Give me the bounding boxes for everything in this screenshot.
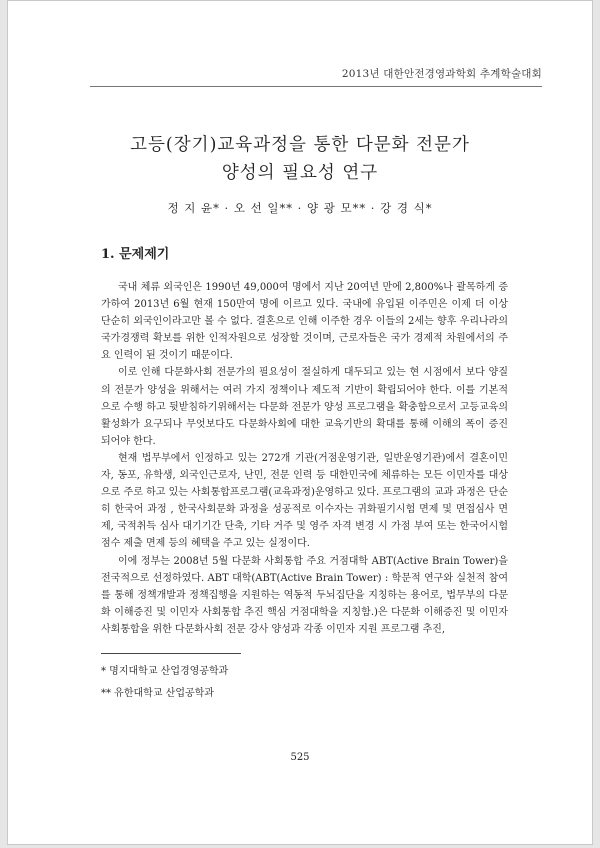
- running-header: [8, 1, 592, 91]
- section-heading: 1. 문제제기: [101, 247, 170, 262]
- footnote-affiliation-2: ** 유한대학교 산업공학과: [101, 688, 214, 699]
- author-list: 정 지 윤* · 오 선 일** · 양 광 모** · 강 경 식*: [167, 201, 433, 215]
- conference-name: 2013년 대한안전경영과학회 추계학술대회: [341, 68, 542, 80]
- paragraph: 현재 법무부에서 인정하고 있는 272개 기관(거점운영기관, 일반운영기관)에서 결혼이민자, 동포, 유학생, 외국인근로자, 난민, 전문 인력 등 대한민국에 체류하는 모든 이민자를 대상으로 주로 하고 있는 사회통합프로그램(교육과정)운영하고 있다. 프로그램의 교과 과정은 단순히 한국어 과정 , 한국사회문화 과정을 성공적로 이수자는 귀화필기시험 면제 및 면접심사 면제, 국적취득 심사 대기기간 단축, 기타 거주 및 영주 자격 변경 시 가점 부여 또는 한국어시험점수 제출 면제 등의 혜택을 주고 있는 실정이다.: [101, 452, 508, 550]
- body-text: [101, 279, 508, 638]
- paragraph: 이로 인해 다문화사회 전문가의 필요성이 절실하게 대두되고 있는 현 시점에서 보다 양질의 전문가 양성을 위해서는 여러 가지 정책이나 제도적 기반이 확립되어야 한다. 이를 기본적으로 수행 하고 뒷받침하기위해서는 다문화 전문가 양성 프로그램을 확충함으로서 고등교육의 활성화가 요구되나 무엇보다도 다문화사회에 대한 교육기반의 확대를 통해 이해의 폭이 증진되어야 한다.: [101, 367, 508, 447]
- page-number: 525: [290, 752, 310, 763]
- paragraph: 국내 체류 외국인은 1990년 49,000여 명에서 지난 20여년 만에 2,800%나 괄목하게 증가하여 2013년 6월 현재 150만여 명에 이르고 있다. 국내에 유입된 이주민은 이제 더 이상 단순히 외국인이라고만 볼 수 없다. 결혼으로 인해 이주한 경우 이들의 2세는 향후 우리나라의 국가경쟁력 확보를 위한 인적자원으로 성장할 것이며, 근로자들은 국가 경제적 차원에서의 주요 인력이 된 것이기 때문이다.: [101, 282, 508, 362]
- paper-title-line-1: 고등(장기)교육과정을 통한 다문화 전문가: [130, 135, 470, 155]
- paragraph: 이에 정부는 2008년 5월 다문화 사회통합 주요 거점대학 ABT(Active Brain Tower)을 전국적으로 선정하였다. ABT 대학(ABT(Active Brain Tower) : 학문적 연구와 실천적 참여를 통해 정책개발과 정책집행을 지원하는 역동적 두뇌집단을 지칭하는 용어로, 법무부의 다문화 이해증진 및 이민자 사회통합 추진 핵심 거점대학을 지칭함.)은 다문화 이해증진 및 이민자 사회통합을 위한 다문화사회 전문 강사 양성과 각종 이민자 지원 프로그램 추진,: [101, 555, 508, 635]
- paper-title-line-2: 양성의 필요성 연구: [221, 163, 379, 183]
- footnote-divider: [101, 653, 241, 654]
- footnote-affiliation-1: * 명지대학교 산업경영공학과: [101, 666, 229, 677]
- paper-page: [7, 0, 593, 845]
- header-divider: [90, 86, 542, 87]
